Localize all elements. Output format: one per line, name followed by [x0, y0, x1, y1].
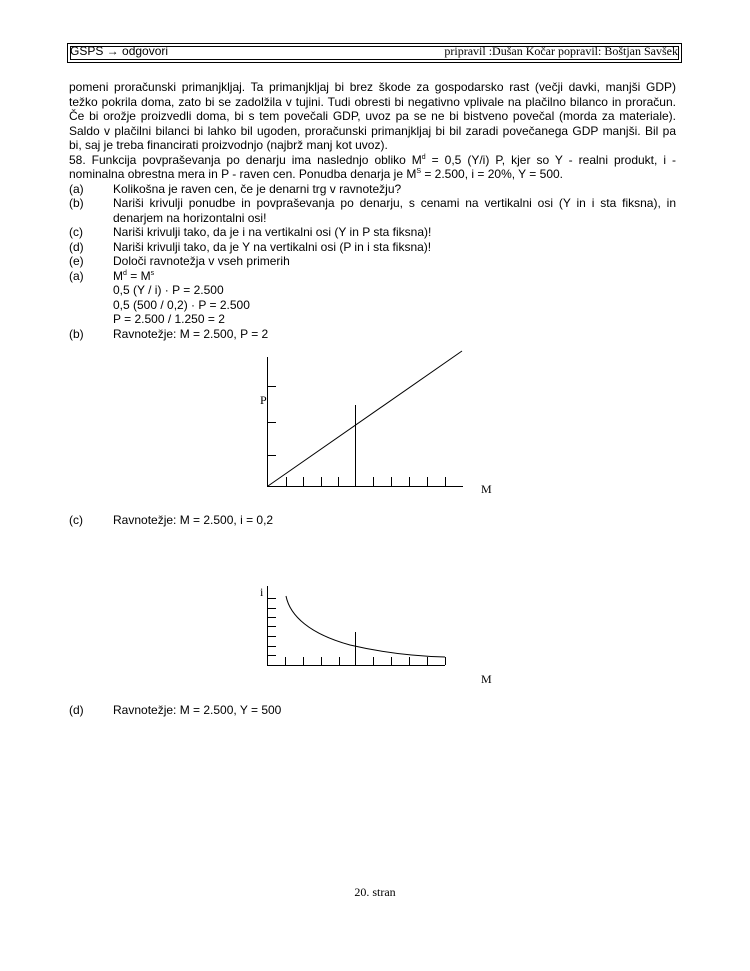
- problem-text: 58. Funkcija povpraševanja po denarju ima naslednjo obliko M: [69, 153, 422, 167]
- paragraph-line: pomeni proračunski primanjkljaj. Ta primanjkljaj bi brez škode za gospodarsko rast (večji davki, manjši GDP): [69, 80, 676, 94]
- header-title: GSPS → odgovori: [70, 44, 169, 58]
- graph1-x-label: M: [481, 482, 492, 496]
- answer-label: (b): [69, 327, 84, 341]
- answer-label: (c): [69, 513, 83, 527]
- paragraph-line: bi, saj je treba financirati proizvodnjo (najbrž manj kot uvoz).: [69, 138, 388, 152]
- equation-text: = M: [126, 269, 151, 283]
- answer-b-text: Ravnotežje: M = 2.500, P = 2: [113, 327, 269, 341]
- superscript: S: [416, 168, 421, 175]
- page-number: 20. stran: [354, 885, 396, 899]
- answer-a-line-4: P = 2.500 / 1.250 = 2: [113, 312, 225, 326]
- question-text: Nariši krivulji tako, da je Y na vertikalni osi (P in i sta fiksna)!: [113, 240, 432, 254]
- problem-text: = 2.500, i = 20%, Y = 500.: [421, 167, 564, 181]
- answer-a-line-3: 0,5 (500 / 0,2) · P = 2.500: [113, 298, 250, 312]
- question-text-cont: denarjem na horizontalni osi!: [113, 211, 267, 225]
- superscript: s: [150, 270, 155, 277]
- question-text: Kolikošna je raven cen, če je denarni trg v ravnotežju?: [113, 182, 402, 196]
- graph1-y-label: P: [260, 393, 267, 407]
- problem-line-2: [69, 167, 676, 182]
- paragraph-line: Saldo v plačilni bilanci bi lahko bil ugoden, proračunski primanjkljaj bi bil zaradi povečanega GDP manjši. Bil pa: [69, 124, 676, 138]
- equation-text: M: [113, 269, 123, 283]
- graph2-x-label: M: [481, 672, 492, 686]
- header-authors: pripravil :Dušan Kočar popravil: Boštjan Savšek: [444, 44, 678, 58]
- question-label: (e): [69, 254, 84, 268]
- problem-line-1: [69, 153, 676, 168]
- question-label: (c): [69, 225, 83, 239]
- superscript: d: [421, 154, 426, 161]
- money-demand-line: [268, 351, 462, 486]
- paragraph-line: Če bi orožje proizvedli doma, bi s tem povečali GDP, uvoz pa se ne bi bistveno povečal (morda za materiale).: [69, 109, 676, 123]
- problem-text: nominalna obrestna mera in P - raven cen. Ponudba denarja je M: [69, 167, 417, 181]
- superscript: d: [123, 270, 127, 277]
- problem-text: = 0,5 (Y/i) P, kjer so Y - realni produkt, i -: [425, 153, 676, 167]
- question-label: (a): [69, 182, 84, 196]
- answer-label: (a): [69, 269, 84, 283]
- page-header: [67, 43, 682, 63]
- question-label: (d): [69, 240, 84, 254]
- answer-label: (d): [69, 703, 84, 717]
- answer-a-line-2: 0,5 (Y / i) · P = 2.500: [113, 283, 224, 297]
- question-text: Nariši krivulji ponudbe in povpraševanja po denarju, s cenami na vertikalni osi (Y in i sta fiksna), in: [113, 196, 676, 210]
- answer-d-text: Ravnotežje: M = 2.500, Y = 500: [113, 703, 282, 717]
- question-text: Nariši krivulji tako, da je i na vertikalni osi (Y in P sta fiksna)!: [113, 225, 432, 239]
- answer-a-line-1: [113, 269, 154, 284]
- question-label: (b): [69, 196, 84, 210]
- paragraph-line: težko pokrila doma, zato bi se zadolžila v tujini. Tudi obresti bi negativno vplivale na plačilno bilanco in proračun.: [69, 95, 676, 109]
- graph2-y-label: i: [260, 585, 264, 599]
- question-text: Določi ravnotežja v vseh primerih: [113, 254, 290, 268]
- money-demand-curve: [286, 596, 445, 657]
- answer-c-text: Ravnotežje: M = 2.500, i = 0,2: [113, 513, 274, 527]
